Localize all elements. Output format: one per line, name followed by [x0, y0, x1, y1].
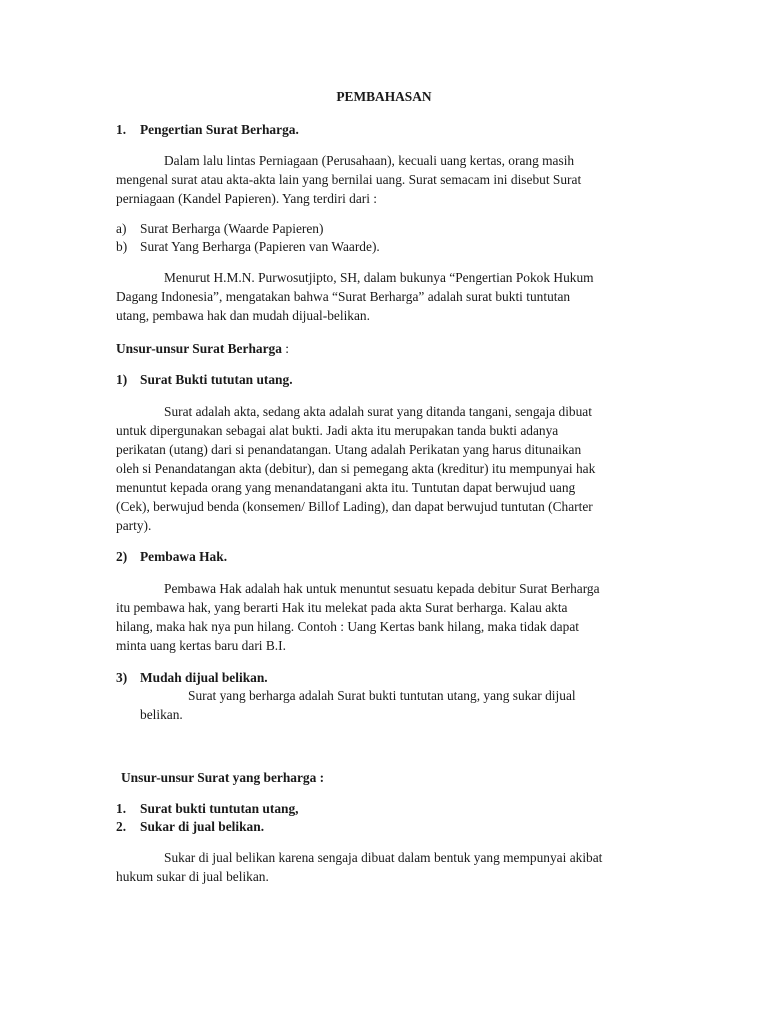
paragraph-line: hukum sukar di jual belikan. [116, 869, 269, 884]
item-number: 2) [116, 549, 128, 564]
paragraph-line: Sukar di jual belikan karena sengaja dibuat dalam bentuk yang mempunyai akibat [164, 850, 603, 865]
unsur-heading-text: Unsur-unsur Surat Berharga [116, 341, 282, 356]
paragraph-line: perikatan (utang) dari si penandatangan. Utang adalah Perikatan yang harus ditunaikan [116, 442, 582, 457]
unsur-heading [116, 339, 289, 358]
paragraph-line: belikan. [140, 707, 183, 722]
list-item-text: Surat Berharga (Waarde Papieren) [140, 221, 324, 236]
paragraph-line: mengenal surat atau akta-akta lain yang bernilai uang. Surat semacam ini disebut Surat [116, 172, 582, 187]
paragraph-line: minta uang kertas baru dari B.I. [116, 638, 286, 653]
paragraph-line: Surat adalah akta, sedang akta adalah surat yang ditanda tangani, sengaja dibuat [164, 404, 592, 419]
paragraph-line: perniagaan (Kandel Papieren). Yang terdiri dari : [116, 191, 378, 206]
item-number: 2. [116, 819, 127, 834]
paragraph-line: oleh si Penandatangan akta (debitur), dan si pemegang akta (kreditur) itu mempunyai hak [116, 461, 596, 476]
page-title: PEMBAHASAN [336, 89, 432, 104]
section-1-heading [116, 120, 299, 139]
paragraph-line: party). [116, 518, 152, 533]
list-marker: b) [116, 239, 128, 254]
paragraph-line: Pembawa Hak adalah hak untuk menuntut sesuatu kepada debitur Surat Berharga [164, 581, 600, 596]
paragraph-line: itu pembawa hak, yang berarti Hak itu melekat pada akta Surat berharga. Kalau akta [116, 600, 568, 615]
item-number: 1) [116, 372, 128, 387]
list-marker: a) [116, 221, 127, 236]
item-number: 1. [116, 801, 127, 816]
item-1-heading [116, 370, 293, 389]
paragraph-line: Surat yang berharga adalah Surat bukti tuntutan utang, yang sukar dijual [188, 688, 576, 703]
unsur-heading-suffix: : [281, 341, 289, 356]
item-title: Surat Bukti tututan utang. [140, 372, 293, 387]
item-title: Surat bukti tuntutan utang, [140, 801, 299, 816]
item-number: 3) [116, 670, 128, 685]
paragraph-line: utang, pembawa hak dan mudah dijual-belikan. [116, 308, 370, 323]
list-item [116, 817, 264, 836]
item-title: Pembawa Hak. [140, 549, 228, 564]
paragraph-line: Dagang Indonesia”, mengatakan bahwa “Surat Berharga” adalah surat bukti tuntutan [116, 289, 571, 304]
unsur-2-heading: Unsur-unsur Surat yang berharga : [121, 770, 325, 785]
item-title: Mudah dijual belikan. [140, 670, 268, 685]
list-item [116, 799, 299, 818]
section-1-title: Pengertian Surat Berharga. [140, 122, 299, 137]
list-item [116, 219, 323, 238]
paragraph-line: (Cek), berwujud benda (konsemen/ Billof Lading), dan dapat berwujud tuntutan (Charter [116, 499, 593, 514]
paragraph-line: menuntut kepada orang yang menandatangani akta itu. Tuntutan dapat berwujud uang [116, 480, 576, 495]
item-title: Sukar di jual belikan. [140, 819, 265, 834]
item-3-heading [116, 668, 268, 687]
paragraph-line: Menurut H.M.N. Purwosutjipto, SH, dalam bukunya “Pengertian Pokok Hukum [164, 270, 594, 285]
paragraph-line: untuk dipergunakan sebagai alat bukti. Jadi akta itu merupakan tanda bukti adanya [116, 423, 559, 438]
section-1-number: 1. [116, 122, 127, 137]
paragraph-line: hilang, maka hak nya pun hilang. Contoh : Uang Kertas bank hilang, maka tidak dapat [116, 619, 579, 634]
paragraph-line: Dalam lalu lintas Perniagaan (Perusahaan), kecuali uang kertas, orang masih [164, 153, 575, 168]
list-item-text: Surat Yang Berharga (Papieren van Waarde). [140, 239, 380, 254]
item-2-heading [116, 547, 227, 566]
list-item [116, 237, 380, 256]
